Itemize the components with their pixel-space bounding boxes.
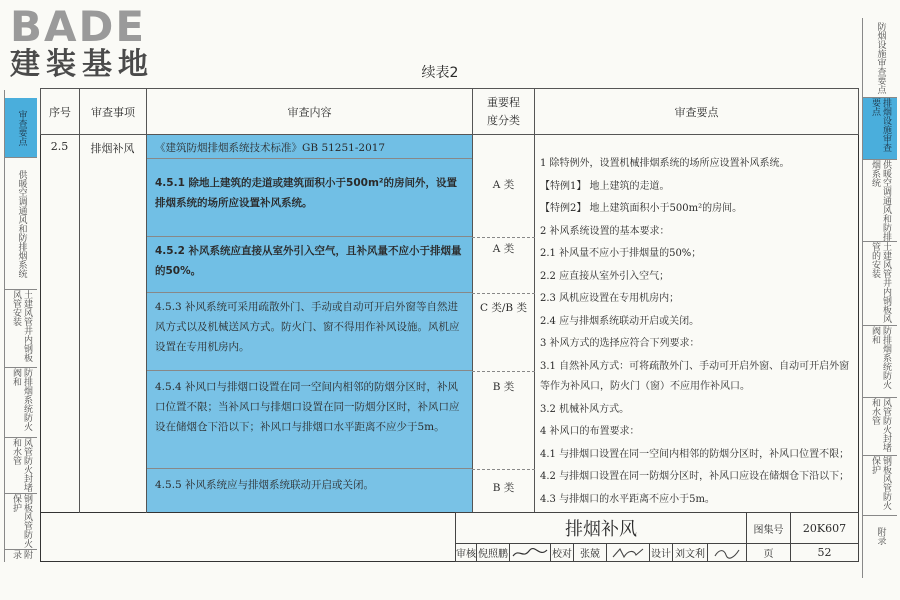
right-sidebar xyxy=(862,18,896,578)
class-row-3: C 类/B 类 xyxy=(480,302,527,314)
page-label: 页 xyxy=(746,543,791,562)
right-tab-smoke-exhaust[interactable]: 排烟设施审查要点 xyxy=(863,98,897,160)
item-column xyxy=(79,134,147,513)
key-point-9: 3 补风方式的选择应符合下列要求： xyxy=(540,338,700,349)
header-seq: 序号 xyxy=(40,88,80,135)
checker-signature xyxy=(606,543,650,562)
reviewer-signature xyxy=(509,543,551,562)
key-point-7: 2.3 风机应设置在专用机房内； xyxy=(540,293,680,304)
key-point-10: 3.1 自然补风方式：可将疏散外门、手动可开启外窗、自动可开启外窗等作为补风口，防火门（窗）不应用作补风口。 xyxy=(540,360,850,392)
page-number: 52 xyxy=(790,543,859,562)
atlas-label: 图集号 xyxy=(746,512,791,544)
check-label: 校对 xyxy=(550,543,574,562)
importance-divider-4 xyxy=(472,469,535,470)
content-row-5 xyxy=(147,469,472,512)
clause-4-5-2: 4.5.2 补风系统应直接从室外引入空气，且补风量不应小于排烟量的50%。 xyxy=(155,245,462,277)
reviewer-name: 倪照鹏 xyxy=(476,543,510,562)
class-row-1: A 类 xyxy=(492,179,515,191)
header-content: 审查内容 xyxy=(146,88,473,135)
left-tab-appendix[interactable]: 附录 xyxy=(11,550,32,559)
signature-icon xyxy=(610,546,646,560)
drawing-title: 排烟补风 xyxy=(455,512,747,544)
right-tab-protection[interactable]: 钢板风管防火保护 xyxy=(863,456,897,516)
key-point-12: 4 补风口的布置要求： xyxy=(540,426,640,437)
header-item: 审查事项 xyxy=(79,88,147,135)
class-row-4: B 类 xyxy=(492,381,515,393)
designer-signature xyxy=(707,543,747,562)
key-point-6: 2.2 应直接从室外引入空气； xyxy=(540,270,670,282)
key-point-4: 2 补风系统设置的基本要求： xyxy=(540,225,670,237)
importance-divider-1 xyxy=(472,237,535,238)
signature-icon xyxy=(511,546,549,560)
key-point-15: 4.3 与排烟口的水平距离不应小于5m。 xyxy=(540,493,715,505)
standard-ref-cell xyxy=(147,135,472,159)
logo-subtitle: 建装基地 xyxy=(10,47,154,82)
content-row-3 xyxy=(147,293,472,371)
key-point-5: 2.1 补风量不应小于排烟量的50%； xyxy=(540,248,702,259)
importance-divider-2 xyxy=(472,293,535,294)
clause-4-5-3: 4.5.3 补风系统可采用疏散外门、手动或自动可开启外窗等自然进风方式以及机械送风方式。防火门、窗不得用作补风设施。风机应设置在专用机房内。 xyxy=(155,301,460,353)
right-tab-hvac[interactable]: 供暖空调通风和防排烟系统 xyxy=(863,160,897,242)
designer-name: 刘文利 xyxy=(672,543,708,562)
key-point-8: 2.4 应与排烟系统联动开启或关闭。 xyxy=(540,315,700,327)
standard-reference: 《建筑防烟排烟系统技术标准》GB 51251-2017 xyxy=(155,142,386,154)
key-point-11: 3.2 机械补风方式。 xyxy=(540,403,630,415)
review-label: 审核 xyxy=(455,543,477,562)
atlas-number: 20K607 xyxy=(790,512,859,544)
clause-4-5-1: 4.5.1 除地上建筑的走道或建筑面积小于500m²的房间外，设置排烟系统的场所应设置补风系统。 xyxy=(155,177,458,209)
signature-icon xyxy=(712,546,742,560)
left-tab-review[interactable]: 审查要点 xyxy=(5,98,37,158)
logo-text: BADE xyxy=(10,2,147,51)
content-row-2 xyxy=(147,237,472,293)
class-row-5: B 类 xyxy=(492,482,515,494)
checker-name: 张兢 xyxy=(573,543,607,562)
left-tab-hvac[interactable]: 供暖空调通风和防排烟系统 xyxy=(5,158,37,290)
left-tab-fire-damper[interactable]: 防排烟系统防火阀和 xyxy=(5,368,37,438)
seq-column xyxy=(40,134,80,513)
header-importance: 重要程度分类 xyxy=(472,88,535,135)
class-row-2: A 类 xyxy=(492,243,515,255)
left-tab-duct-install[interactable]: 土建风管井内钢板风管安装 xyxy=(5,290,37,368)
design-label: 设计 xyxy=(649,543,673,562)
right-tab-fire-damper[interactable]: 防排烟系统防火阀和 xyxy=(863,326,897,398)
key-point-3: 【特例2】 地上建筑面积小于500m²的房间。 xyxy=(540,203,743,214)
right-tab-smoke-control[interactable]: 防烟设施审查要点 xyxy=(863,18,897,98)
left-sidebar xyxy=(4,90,36,562)
left-tab-firestop[interactable]: 风管防火封堵和水管 xyxy=(5,438,37,494)
key-points-cell xyxy=(535,152,859,512)
left-tab-protection[interactable]: 钢板风管防火保护 xyxy=(5,494,37,550)
continuation-title: 续表2 xyxy=(421,65,459,81)
content-row-1 xyxy=(147,159,472,237)
clause-4-5-5: 4.5.5 补风系统应与排烟系统联动开启或关闭。 xyxy=(155,479,375,491)
key-point-2: 【特例1】 地上建筑的走道。 xyxy=(540,180,670,192)
key-point-13: 4.1 与排烟口设置在同一空间内相邻的防烟分区时，补风口位置不限； xyxy=(540,448,850,460)
right-tab-appendix[interactable]: 附录 xyxy=(875,527,886,545)
item-name: 排烟补风 xyxy=(90,142,135,155)
key-point-1: 1 除特例外，设置机械排烟系统的场所应设置补风系统。 xyxy=(540,158,790,169)
key-point-14: 4.2 与排烟口设置在同一防烟分区时，补风口应设在储烟仓下沿以下； xyxy=(540,471,850,482)
right-tab-firestop[interactable]: 风管防火封堵和水管 xyxy=(863,398,897,456)
header-key-points: 审查要点 xyxy=(534,88,859,135)
seq-number: 2.5 xyxy=(50,140,69,153)
right-tab-duct-install[interactable]: 土建风管井内钢板风管的安装 xyxy=(863,242,897,326)
importance-divider-3 xyxy=(472,371,535,372)
clause-4-5-4: 4.5.4 补风口与排烟口设置在同一空间内相邻的防烟分区时，补风口位置不限；当补风口与排烟口设置在同一防烟分区时，补风口应设在储烟仓下沿以下；补风口与排烟口水平距离不应少于5m。 xyxy=(155,381,460,433)
content-row-4 xyxy=(147,371,472,469)
